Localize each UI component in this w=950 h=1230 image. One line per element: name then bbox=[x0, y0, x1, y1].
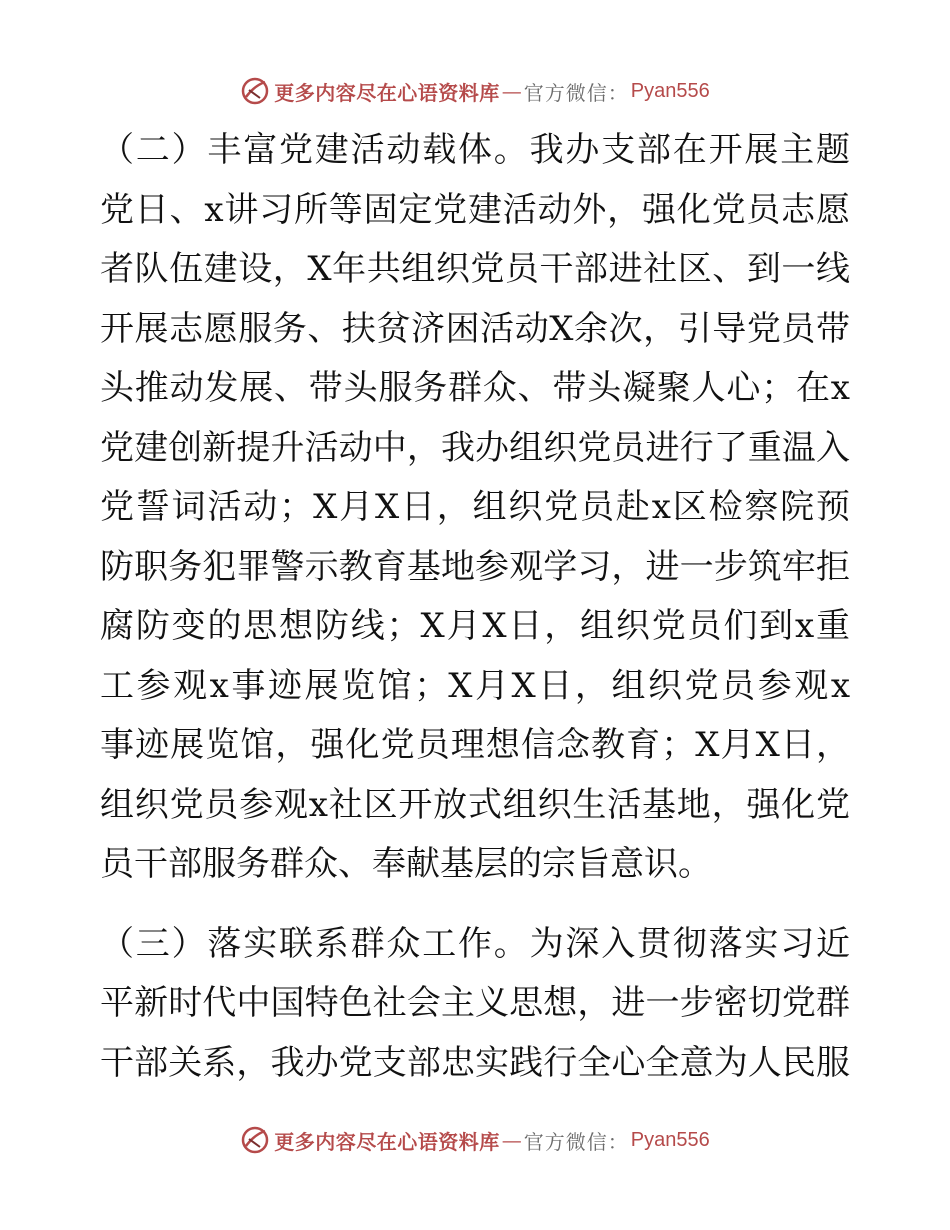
text-line: 腐防变的思想防线；X月X日，组织党员们到x重 bbox=[100, 606, 850, 646]
text-line: 党誓词活动；X月X日，组织党员赴x区检察院预 bbox=[100, 487, 850, 527]
header-wechat-id: Pyan556 bbox=[630, 79, 710, 102]
text-line: 平新时代中国特色社会主义思想，进一步密切党群 bbox=[100, 983, 850, 1023]
footer-site-name: 更多内容尽在心语资料库 bbox=[274, 1129, 500, 1154]
footer-banner bbox=[0, 1122, 950, 1158]
header-dash: — bbox=[501, 79, 522, 103]
footer-dash: — bbox=[501, 1128, 522, 1152]
brand-logo-icon bbox=[240, 1125, 270, 1155]
brand-logo-icon bbox=[240, 76, 270, 106]
text-line: 防职务犯罪警示教育基地参观学习，进一步筑牢拒 bbox=[100, 546, 850, 587]
text-line: （三）落实联系群众工作。为深入贯彻落实习近 bbox=[100, 923, 850, 964]
text-line: 开展志愿服务、扶贫济困活动X余次，引导党员带 bbox=[100, 308, 850, 349]
footer-wechat-label: 官方微信： bbox=[523, 1129, 629, 1154]
text-line: 组织党员参观x社区开放式组织生活基地，强化党 bbox=[100, 784, 850, 825]
text-line: 头推动发展、带头服务群众、带头凝聚人心；在x bbox=[100, 368, 850, 408]
text-line: 员干部服务群众、奉献基层的宗旨意识。 bbox=[100, 844, 712, 884]
header-site-name: 更多内容尽在心语资料库 bbox=[274, 80, 500, 105]
paragraph-2 bbox=[100, 121, 850, 895]
header-banner bbox=[0, 73, 950, 109]
text-line: 者队伍建设，X年共组织党员干部进社区、到一线 bbox=[100, 249, 850, 289]
paragraph-3 bbox=[100, 915, 850, 1094]
text-line: 干部关系，我办党支部忠实践行全心全意为人民服 bbox=[100, 1042, 850, 1083]
text-line: （二）丰富党建活动载体。我办支部在开展主题 bbox=[100, 130, 850, 170]
text-line: 党建创新提升活动中，我办组织党员进行了重温入 bbox=[100, 427, 850, 468]
text-line: 工参观x事迹展览馆；X月X日，组织党员参观x bbox=[100, 665, 850, 706]
footer-wechat-id: Pyan556 bbox=[630, 1128, 710, 1151]
header-wechat-label: 官方微信： bbox=[523, 80, 629, 105]
document-body bbox=[100, 121, 850, 1093]
text-line: 党日、x讲习所等固定党建活动外，强化党员志愿 bbox=[100, 189, 850, 230]
text-line: 事迹展览馆，强化党员理想信念教育；X月X日， bbox=[100, 725, 850, 765]
